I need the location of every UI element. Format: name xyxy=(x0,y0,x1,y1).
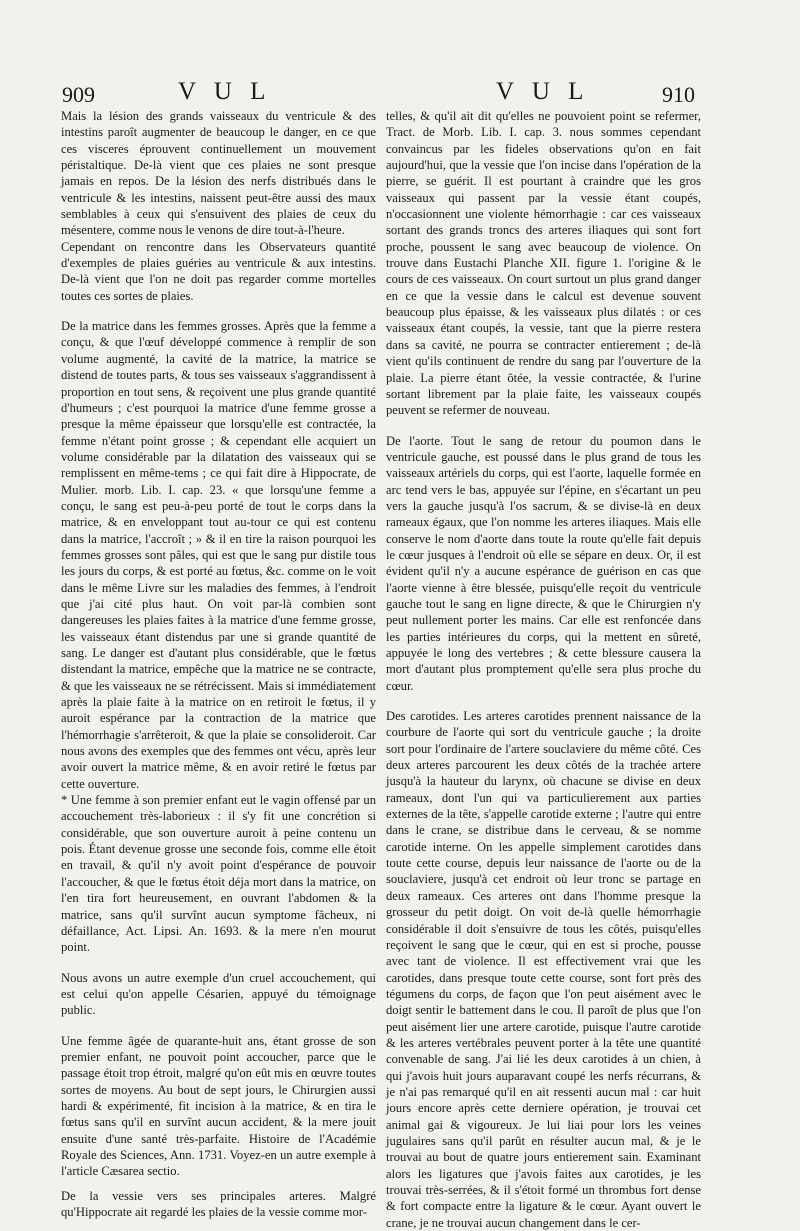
paragraph: De l'aorte. Tout le sang de retour du poumon dans le ventricule gauche, est poussé dans le plus grand de tous les vaisseaux artériels du corps, qui est l'aorte, laquelle formée en arc tend vers le bas, appuyée sur l'épine, en s'écartant un peu vers la gauche jusqu'à l'os sacrum, & se divise-là en deux rameaux égaux, que l'on nomme les arteres iliaques. Mais elle conserve le nom d'aorte dans toute la route qu'elle fait depuis le cœur jusques à l'endroit où elle se sépare en deux. Or, il est évident qu'il n'y a aucune espérance de guérison en cas que l'aorte vienne à être blessée, puisqu'elle reçoit du ventricule gauche tout le sang en ligne directe, & que le Chirurgien n'y peut nullement porter les mains. Car elle est renfoncée dans les parties intérieures du corps, qui la mettent en sûreté, appuyée le long des vertebres ; & cette blessure causera la mort d'autant plus promptement qu'elle sera plus proche du cœur. xyxy=(386,433,701,693)
right-running-head: V U L xyxy=(496,78,590,105)
left-column xyxy=(61,108,376,1220)
paragraph: Nous avons un autre exemple d'un cruel accouchement, qui est celui qu'on appelle Césarien, appuyé du témoignage public. xyxy=(61,970,376,1018)
paragraph: De la vessie vers ses principales arteres. Malgré qu'Hippocrate ait regardé les plaies de la vessie comme mor- xyxy=(61,1188,376,1219)
paragraph: Mais la lésion des grands vaisseaux du ventricule & des intestins paroît augmenter de beaucoup le danger, en ce que ces visceres éprouvent continuellement un mouvement péristaltique. De-là vient que ces plaies ne sont presque jamais en repos. De la lésion des nerfs distribués dans le ventricule & les intestins, naissent peut-être aussi des maux semblables à ceux qui s'ensuivent des plaies de ceux du mésentere, comme nous le venons de dire tout-à-l'heure. xyxy=(61,109,376,238)
paragraph: Cependant on rencontre dans les Observateurs quantité d'exemples de plaies guéries au ventricule & aux intestins. De-là vient que l'on ne doit pas regarder comme mortelles toutes ces sortes de plaies. xyxy=(61,239,376,303)
right-column xyxy=(386,108,701,1231)
paragraph: Une femme âgée de quarante-huit ans, étant grosse de son premier enfant, ne pouvoit point accoucher, parce que le passage étoit trop étroit, malgré qu'on eût mis en œuvre toutes sortes de moyens. Au bout de sept jours, le Chirurgien aussi hardi & expérimenté, fit incision à la matrice, & en tira le fœtus sans qu'il en survînt aucun accident, & la mere jouit ensuite d'une santé très-parfaite. Histoire de l'Académie Royale des Sciences, Ann. 1731. Voyez-en un autre exemple à l'article Cæsarea sectio. xyxy=(61,1033,376,1179)
paragraph: * Une femme à son premier enfant eut le vagin offensé par un accouchement très-laborieux : il s'y fit une concrétion si considérable, que son ouverture auroit à peine contenu un pois. Étant devenue grosse une seconde fois, comme elle étoit en travail, & qu'il n'y avoit point d'espérance de pouvoir l'accoucher, & que le fœtus étoit déja mort dans la matrice, on l'en tira fort heureusement, en ouvrant l'abdomen & la matrice, sans qu'il survînt aucun symptome fâcheux, ni défaillance, Act. Lipsi. An. 1693. & la mere n'en mourut point. xyxy=(61,793,376,955)
paragraph: Des carotides. Les arteres carotides prennent naissance de la courbure de l'aorte qui sort du ventricule gauche ; la droite sort pour l'ordinaire de l'artere souclaviere du même côté. Ces deux arteres parcourent les deux côtés de la trachée artere jusqu'à la hauteur du larynx, où chacune se divise en deux rameaux, dont l'un qui va particulierement aux parties externes de la tête, s'appelle carotide externe ; l'autre qui entre dans le crane, se distribue dans le cerveau, & se nomme carotide interne. On les appelle simplement carotides dans toute cette course, depuis leur naissance de l'aorte ou de la souclaviere, jusqu'à cet endroit où leur tronc se partage en deux rameaux. Ces arteres ont dans l'homme presque la grosseur du petit doigt. On voit de-là quelle hémorrhagie considérable il doit s'ensuivre de tous les côtés, puisqu'elles reçoivent le sang que le cœur, qui en est si proche, pousse avec tant de violence. Il est effectivement vrai que les carotides, dans presque toute cette course, sont fort près des tégumens du corps, de façon que l'on peut aisément avec le doigt sentir le battement dans le cou. Il paroît de plus que l'on peut aisément lier une artere carotide, puisque l'autre carotide & les arteres vertébrales peuvent porter à la tête une quantité convenable de sang. J'ai lié les deux carotides à un chien, à qui j'avois huit jours auparavant coupé les nerfs récurrans, & je n'ai pas remarqué qu'il en ait ressenti aucun mal : car huit jours encore après cette derniere opération, je trouvai cet animal gai & vigoureux. Je lui liai pour lors les veines jugulaires sans qu'il parût en résulter aucun mal, & je le trouvai au bout de quatre jours entierement sain. Examinant alors les ligatures que j'avois faites aux carotides, je les trouvai très-serrées, & il s'étoit formé un thrombus fort dense & fort compacte entre la ligature & le cœur. Ayant ouvert le crane, je ne trouvai aucun changement dans le cer- xyxy=(386,709,701,1230)
left-page-number: 909 xyxy=(62,82,95,107)
left-running-head: V U L xyxy=(178,78,272,105)
right-page-number: 910 xyxy=(662,82,695,107)
paragraph: De la matrice dans les femmes grosses. Après que la femme a conçu, & que l'œuf développé commence à remplir de son volume augmenté, la cavité de la matrice, la matrice se distend de toutes parts, & tous ses vaisseaux s'aggrandissent à proportion en tout sens, & reçoivent une plus grande quantité d'humeurs ; c'est pourquoi la matrice d'une femme grosse a presque la même épaisseur que lorsqu'elle est contractée, la femme n'étant point grosse ; & cependant elle acquiert un volume considérable par la dilatation des vaisseaux qui se remplissent en même-tems ; ce qui fait dire à Hippocrate, de Mulier. morb. Lib. I. cap. 23. « que lorsqu'une femme a conçu, le sang est peu-à-peu porté de tout le corps dans la matrice, & en enveloppant tout au-tour ce qui est contenu dans la matrice, l'accroît ; » & il en tire la raison pourquoi les femmes grosses sont pâles, qui est que le sang pur distile tous les jours du corps, & est porté au fœtus, &c. comme on le voit dans le même Livre sur les maladies des femmes, à l'endroit que j'ai cité plus haut. On voit par-là combien sont dangereuses les plaies faites à la matrice d'une femme grosse, les vaisseaux étant distendus par une si grande quantité de sang. Le danger est d'autant plus considérable, que le fœtus distendant la matrice, empêche que la matrice ne se contracte, & que les vaisseaux ne se rétrécissent. Mais si immédiatement après la plaie faite à la matrice on en retiroit le fœtus, il y auroit espérance par la contraction de la matrice que l'hémorrhagie s'arrêteroit, & que la plaie se consolideroit. Car nous avons des exemples que des femmes ont vécu, après leur avoir ouvert la matrice même, & en avoir retiré le fœtus par cette ouverture. xyxy=(61,319,376,791)
paragraph: telles, & qu'il ait dit qu'elles ne pouvoient point se refermer, Tract. de Morb. Lib. I. cap. 3. nous sommes cependant convaincus par les fideles observations qu'on en fait aujourd'hui, que la vessie que l'on incise dans l'opération de la pierre, se guérit. Il est pourtant à craindre que les gros vaisseaux qui passent par la vessie étant coupés, n'occasionnent une violente hémorrhagie : car ces vaisseaux sortant des grands troncs des arteres iliaques qui sont fort proche, poussent le sang avec beaucoup de violence. On trouve dans Eustachi Planche XII. figure 1. l'origine & le cours de ces vaisseaux. On court surtout un plus grand danger en ce que la vessie dans le calcul est devenue souvent beaucoup plus épaisse, & les vaisseaux plus dilatés : or ces vaisseaux étant coupés, la vessie, tant que la pierre restera dans sa cavité, ne pourra se contracter entierement ; de-là vient qu'ils continuent de rendre du sang par l'ouverture de la plaie. La pierre étant ôtée, la vessie contractée, & l'urine sortant librement par la plaie faite, les vaisseaux coupés peuvent se refermer de nouveau. xyxy=(386,109,701,418)
